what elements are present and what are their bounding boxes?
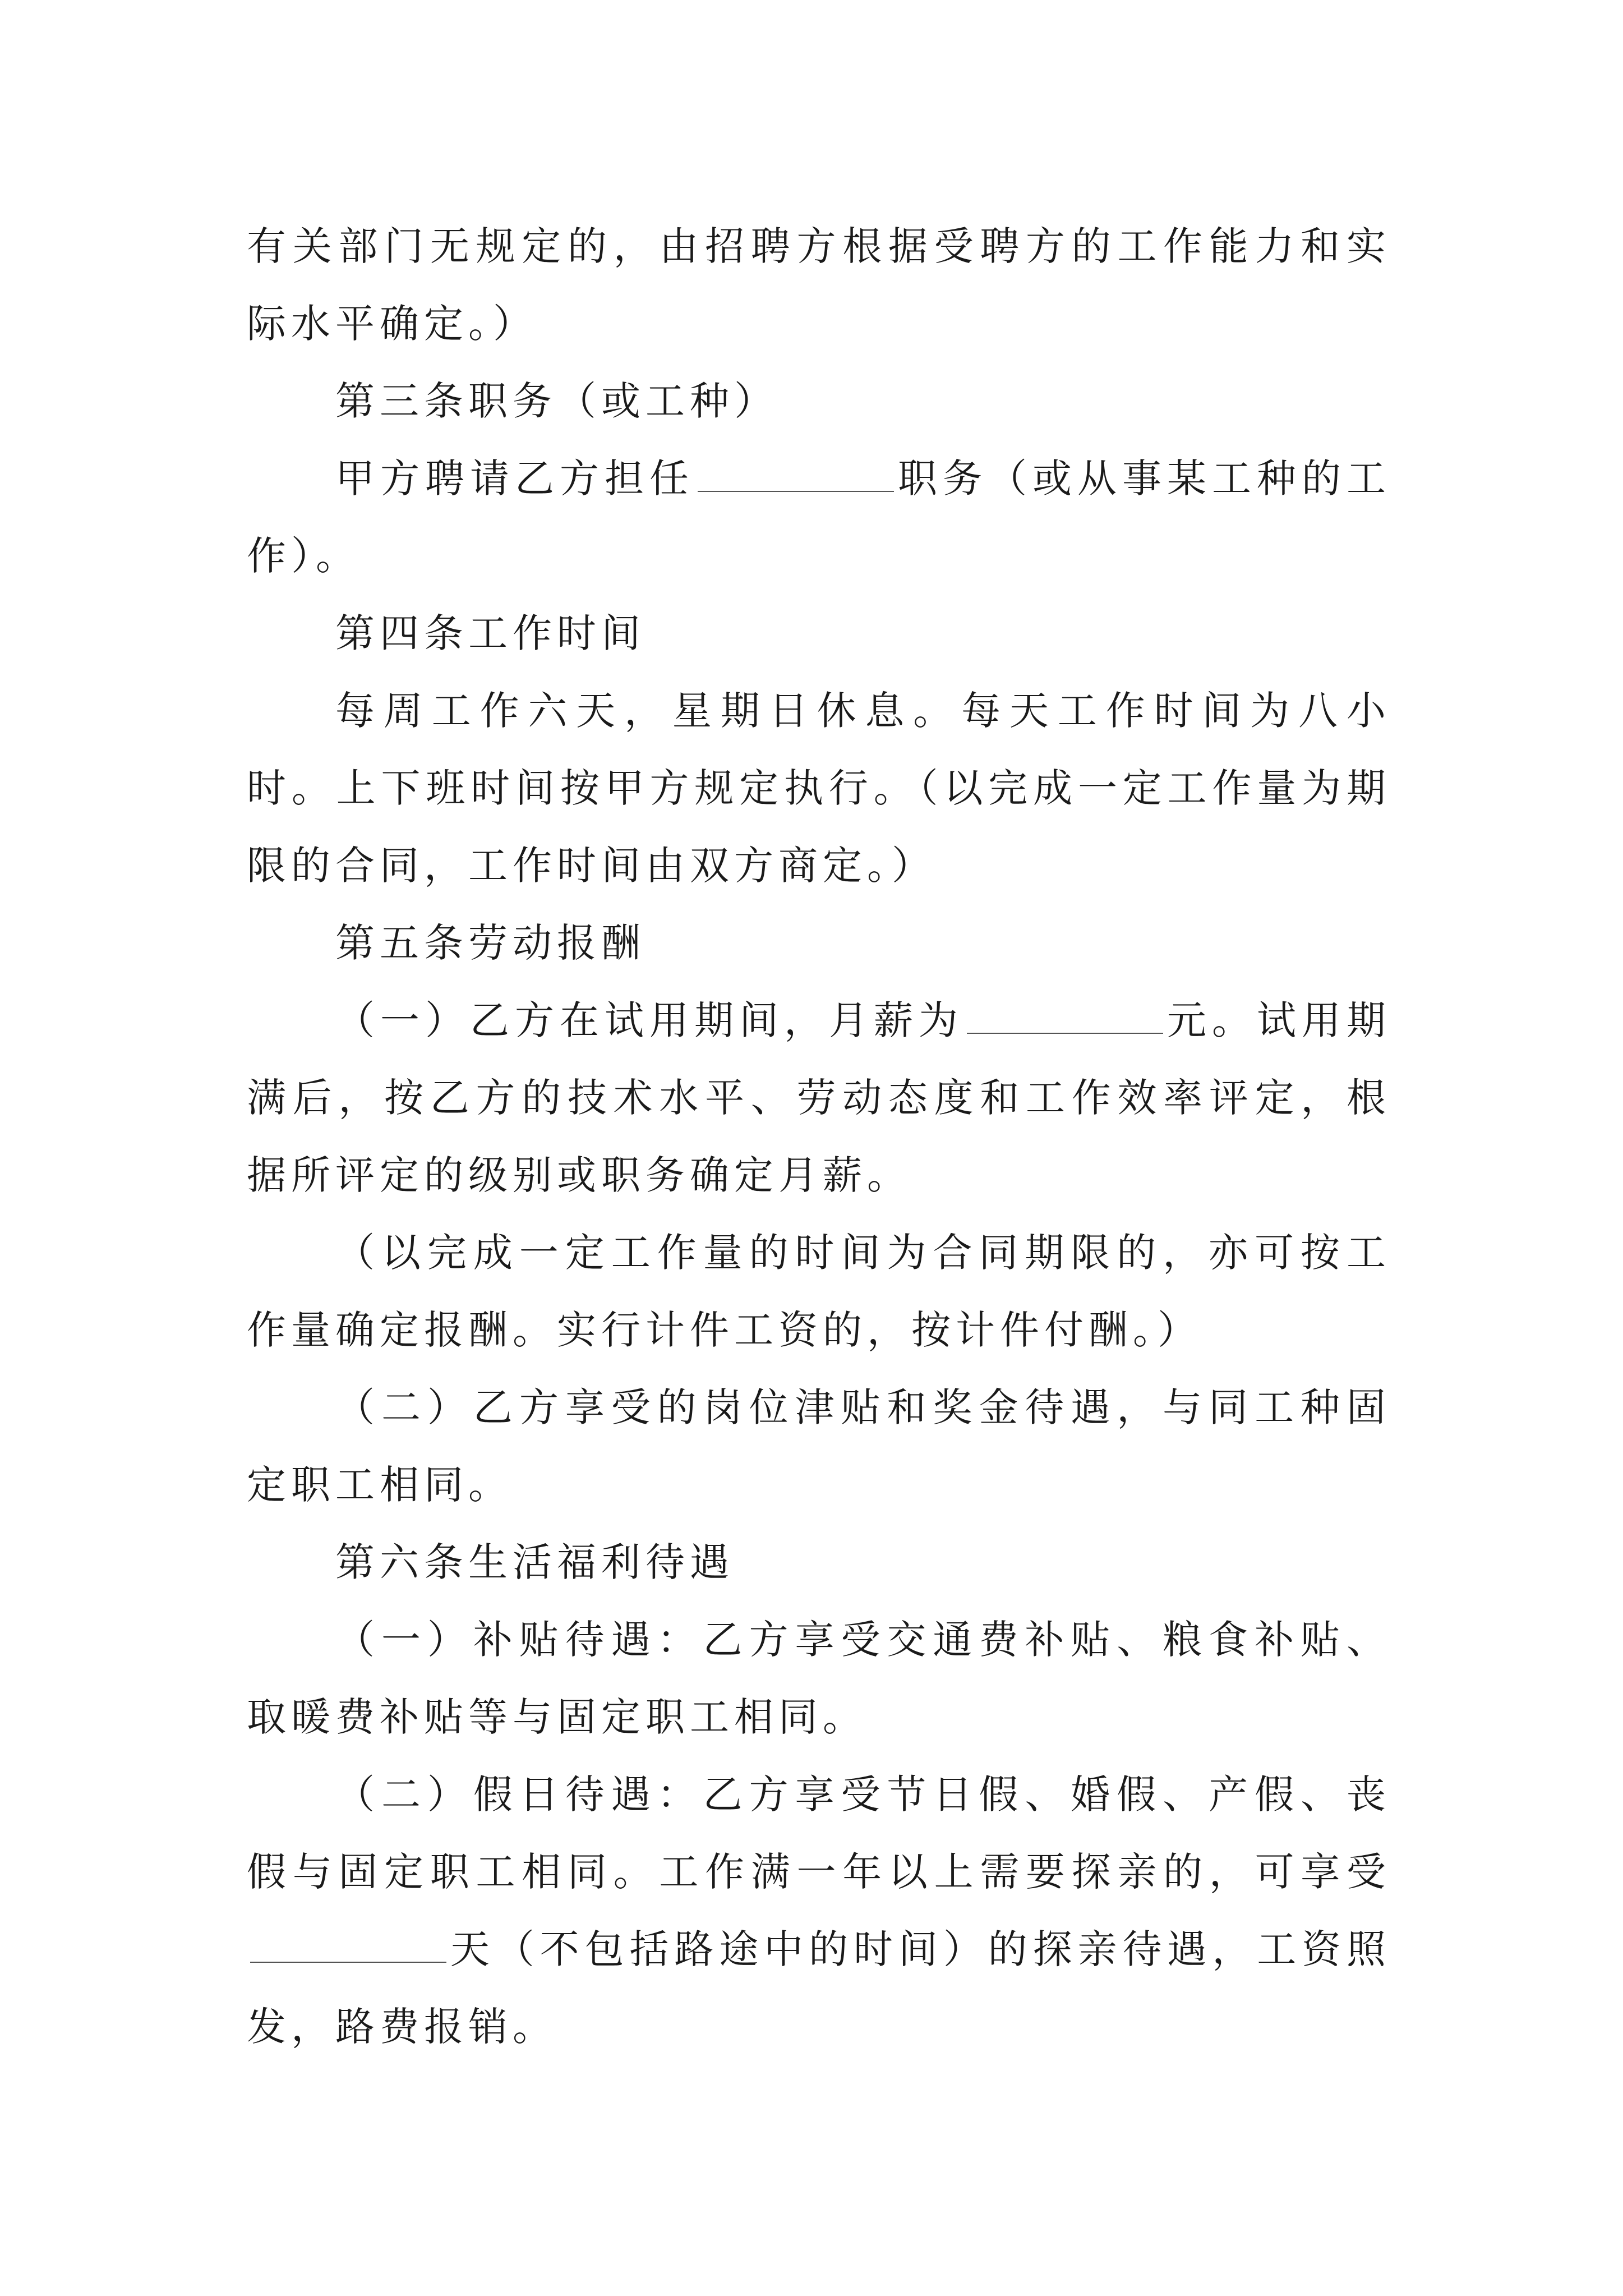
article-6-item-2 xyxy=(247,1756,1391,2065)
article-6-title: 第六条生活福利待遇 xyxy=(335,1539,734,1585)
article-4-title: 第四条工作时间 xyxy=(335,610,645,656)
article-4-body: 每周工作六天，星期日休息。每天工作时间为八小时。上下班时间按甲方规定执行。（以完成一定工作量为期限的合同，工作时间由双方商定。） xyxy=(247,688,1391,889)
document-body xyxy=(247,208,1391,2065)
article-5-note: （以完成一定工作量的时间为合同期限的，亦可按工作量确定报酬。实行计件工资的，按计件付酬。） xyxy=(247,1230,1391,1353)
position-blank-line xyxy=(698,457,894,492)
article-3-text-b: 职务（或从事某工种的工作）。 xyxy=(247,455,1391,579)
article-3-body xyxy=(247,440,1391,595)
article-5-item-1 xyxy=(247,982,1391,1214)
article-3-title: 第三条职务（或工种） xyxy=(335,378,778,424)
article-6-item-1: （一）补贴待遇：乙方享受交通费补贴、粮食补贴、取暖费补贴等与固定职工相同。 xyxy=(247,1617,1391,1740)
salary-blank-line xyxy=(967,999,1163,1034)
article-5-item-1-text-a: （一）乙方在试用期间，月薪为 xyxy=(335,997,963,1043)
article-5-title: 第五条劳动报酬 xyxy=(335,920,645,966)
article-5-item-2: （二）乙方享受的岗位津贴和奖金待遇，与同工种固定职工相同。 xyxy=(247,1384,1391,1508)
leave-days-blank-line xyxy=(250,1928,446,1963)
article-3-text-a: 甲方聘请乙方担任 xyxy=(335,455,694,501)
article-6-item-2-text-b: 天（不包括路途中的时间）的探亲待遇，工资照发，路费报销。 xyxy=(247,1926,1391,2050)
article-5-item-1-text-b: 元。试用期满后，按乙方的技术水平、劳动态度和工作效率评定，根据所评定的级别或职务确定月薪。 xyxy=(247,997,1391,1198)
paragraph-continuation: 有关部门无规定的，由招聘方根据受聘方的工作能力和实际水平确定。） xyxy=(247,223,1391,347)
article-6-item-2-text-a: （二）假日待遇：乙方享受节日假、婚假、产假、丧假与固定职工相同。工作满一年以上需要探亲的，可享受 xyxy=(247,1772,1391,1895)
